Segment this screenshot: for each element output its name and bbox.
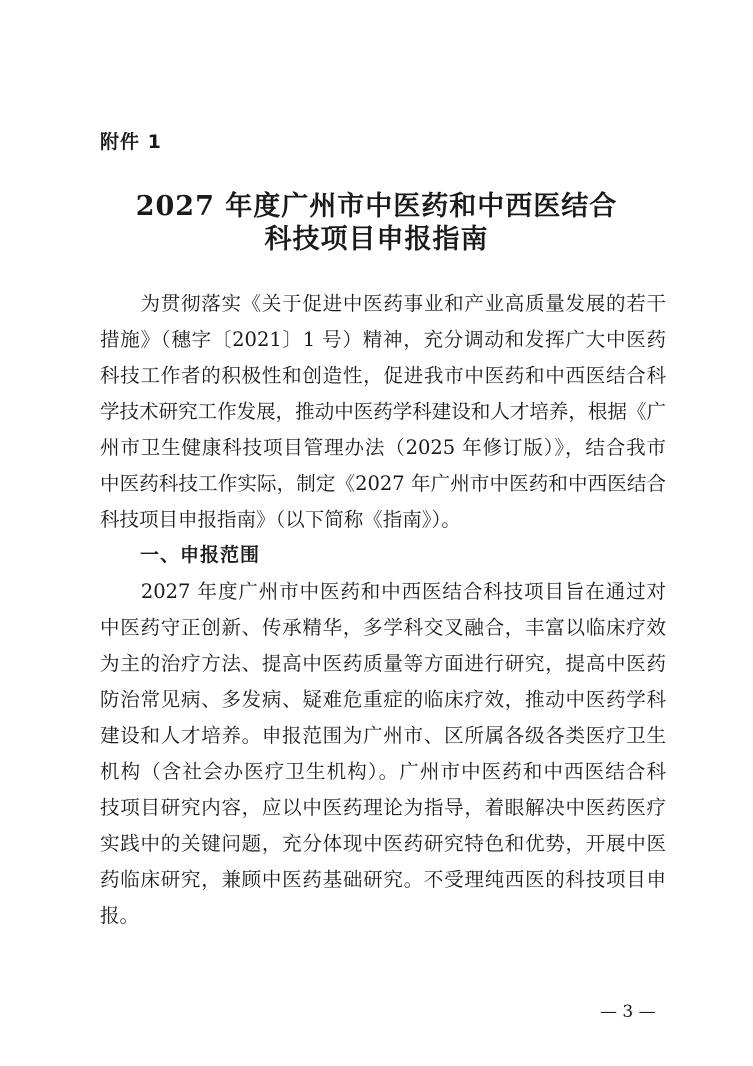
document-title-line-2: 科技项目申报指南 (264, 224, 489, 255)
section-heading: 一、申报范围 (140, 544, 261, 566)
intro-line: 措施》（穗字〔2021〕1 号）精神，充分调动和发挥广大中医药 (100, 328, 666, 351)
intro-line: 学技术研究工作发展，推动中医药学科建设和人才培养，根据《广 (100, 400, 666, 423)
intro-line: 科技项目申报指南》（以下简称《指南》）。 (100, 508, 461, 531)
intro-line: 州市卫生健康科技项目管理办法（2025 年修订版）》，结合我市 (100, 436, 666, 459)
intro-line: 科技工作者的积极性和创造性，促进我市中医药和中西医结合科 (100, 364, 666, 387)
intro-line: 中医药科技工作实际，制定《2027 年广州市中医药和中西医结合 (100, 472, 666, 495)
section-line: 防治常见病、多发病、疑难危重症的临床疗效，推动中医药学科 (100, 688, 666, 711)
section-line: 技项目研究内容，应以中医药理论为指导，着眼解决中医药医疗 (100, 796, 666, 819)
intro-line: 为贯彻落实《关于促进中医药事业和产业高质量发展的若干 (100, 292, 666, 315)
section-line: 建设和人才培养。申报范围为广州市、区所属各级各类医疗卫生 (100, 724, 666, 747)
page-number: — 3 — (600, 1002, 656, 1022)
section-line: 实践中的关键问题，充分体现中医药研究特色和优势，开展中医 (100, 832, 666, 855)
section-line: 中医药守正创新、传承精华，多学科交叉融合，丰富以临床疗效 (100, 616, 666, 639)
section-line: 机构（含社会办医疗卫生机构）。广州市中医药和中西医结合科 (100, 760, 666, 783)
attachment-label: 附件 1 (100, 131, 162, 153)
section-line: 报。 (100, 904, 140, 927)
section-line: 2027 年度广州市中医药和中西医结合科技项目旨在通过对 (100, 580, 666, 603)
section-line: 为主的治疗方法、提高中医药质量等方面进行研究，提高中医药 (100, 652, 666, 675)
document-title-line-1: 2027 年度广州市中医药和中西医结合 (135, 191, 618, 222)
section-line: 药临床研究，兼顾中医药基础研究。不受理纯西医的科技项目申 (100, 868, 666, 891)
